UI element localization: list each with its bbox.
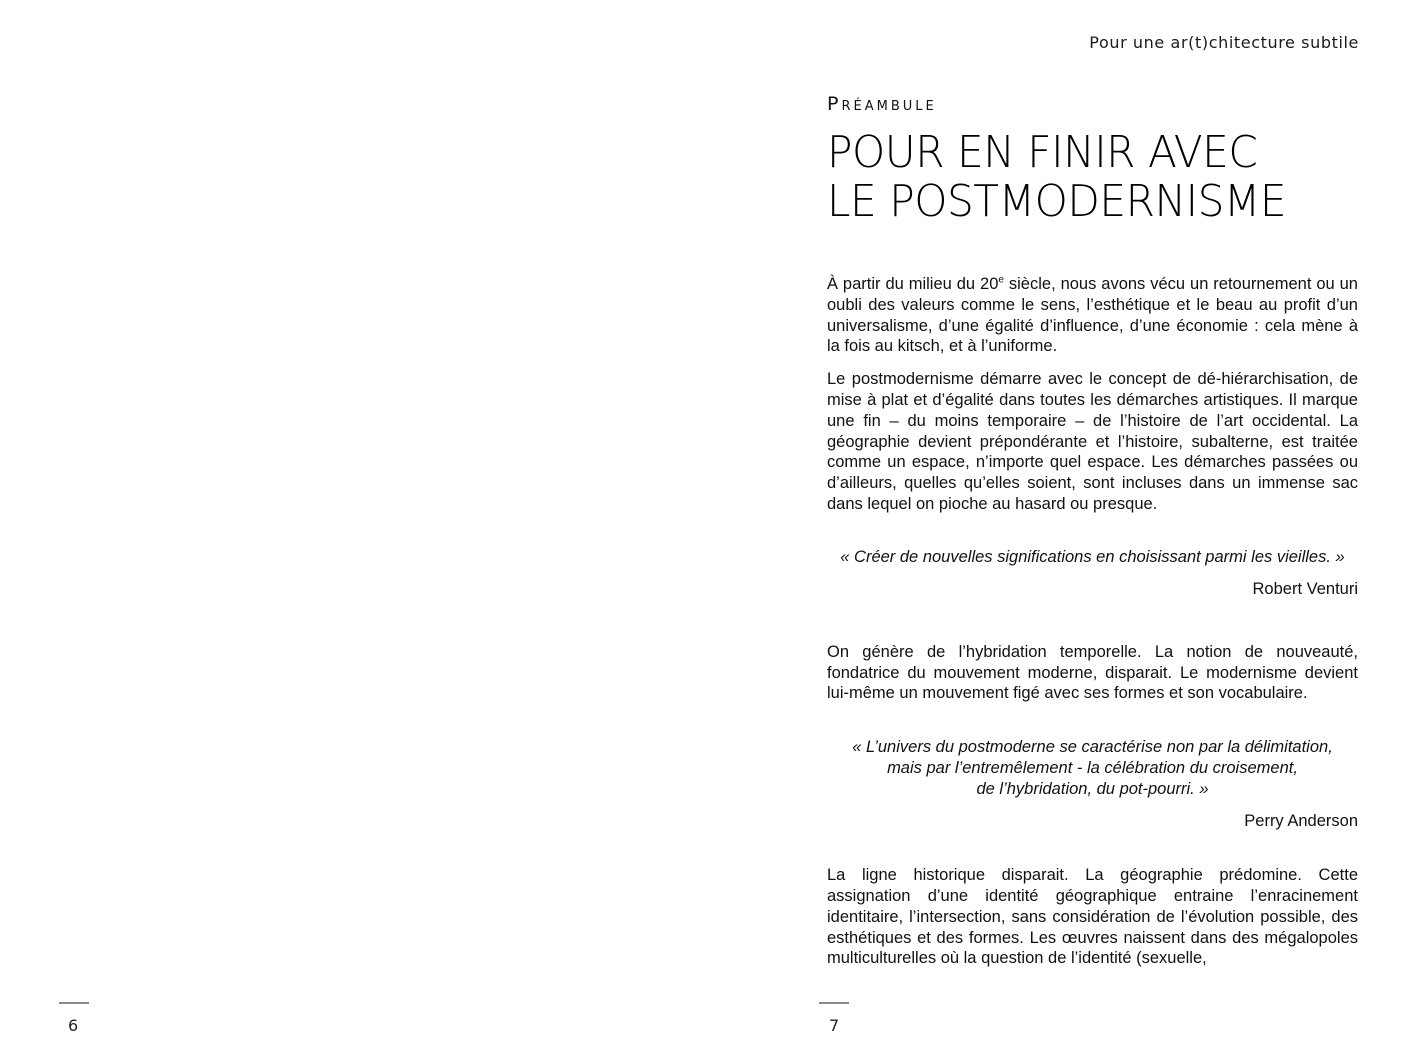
chapter-title [827, 128, 1337, 226]
chapter-title-line-1: POUR EN FINIR AVEC [827, 127, 1258, 178]
paragraph-4: La ligne historique disparait. La géographie prédomine. Cette assignation d’une identité géographique entraine l’enracinement identitaire, l’intersection, sans considération de l’évolution possible, des esthétiques et des formes. Les œuvres naissent dans des mégalopoles multiculturelles où la question de l’identité (sexuelle, [827, 866, 1358, 968]
right-page [708, 0, 1417, 1063]
quote-line: mais par l’entremêlement - la célébration du croisement, [887, 759, 1298, 778]
page-content [827, 92, 1358, 969]
quote-line: de l’hybridation, du pot-pourri. » [976, 780, 1209, 799]
quote-line: « Créer de nouvelles significations en choisissant parmi les vieilles. » [840, 547, 1345, 566]
quote-anderson [827, 737, 1358, 800]
folio-rule [819, 1002, 849, 1004]
left-page [0, 0, 708, 1063]
ordinal-superscript: e [998, 274, 1004, 286]
paragraph-1-end: siècle, nous avons vécu un retournement ou un oubli des valeurs comme le sens, l’esthétique et le beau au profit d’un universalisme, d’une égalité d’influence, d’une économie : cela mène à la fois au kitsch, et à l’uniforme. [827, 275, 1358, 356]
page-number: 6 [68, 1016, 79, 1035]
paragraph-3: On génère de l’hybridation temporelle. La notion de nouveauté, fondatrice du mouvement moderne, disparait. Le modernisme devient lui-même un mouvement figé avec ses formes et son vocabulaire. [827, 642, 1358, 703]
paragraph-1-start: À partir du milieu du 20 [827, 275, 999, 293]
running-header: Pour une ar(t)chitecture subtile [1089, 33, 1359, 52]
folio-rule [59, 1002, 89, 1004]
quote-author-venturi: Robert Venturi [1252, 579, 1358, 598]
page-number: 7 [829, 1016, 840, 1035]
quote-venturi [827, 547, 1358, 568]
paragraph-1 [827, 274, 1358, 357]
quote-line: « L’univers du postmoderne se caractérise non par la délimitation, [852, 738, 1333, 757]
paragraph-2: Le postmodernisme démarre avec le concept de dé-hiérarchisation, de mise à plat et d’égalité dans toutes les démarches artistiques. Il marque une fin – du moins temporaire – de l’histoire de l’art occidental. La géographie devient prépondérante et l’histoire, subalterne, est traitée comme un espace, n’importe quel espace. Les démarches passées ou d’ailleurs, quelles qu’elles soient, sont incluses dans un immense sac dans lequel on pioche au hasard ou presque. [827, 370, 1358, 513]
section-label: Préambule [827, 93, 937, 115]
quote-author-anderson: Perry Anderson [1244, 812, 1358, 831]
chapter-title-line-2: LE POSTMODERNISME [827, 176, 1287, 227]
